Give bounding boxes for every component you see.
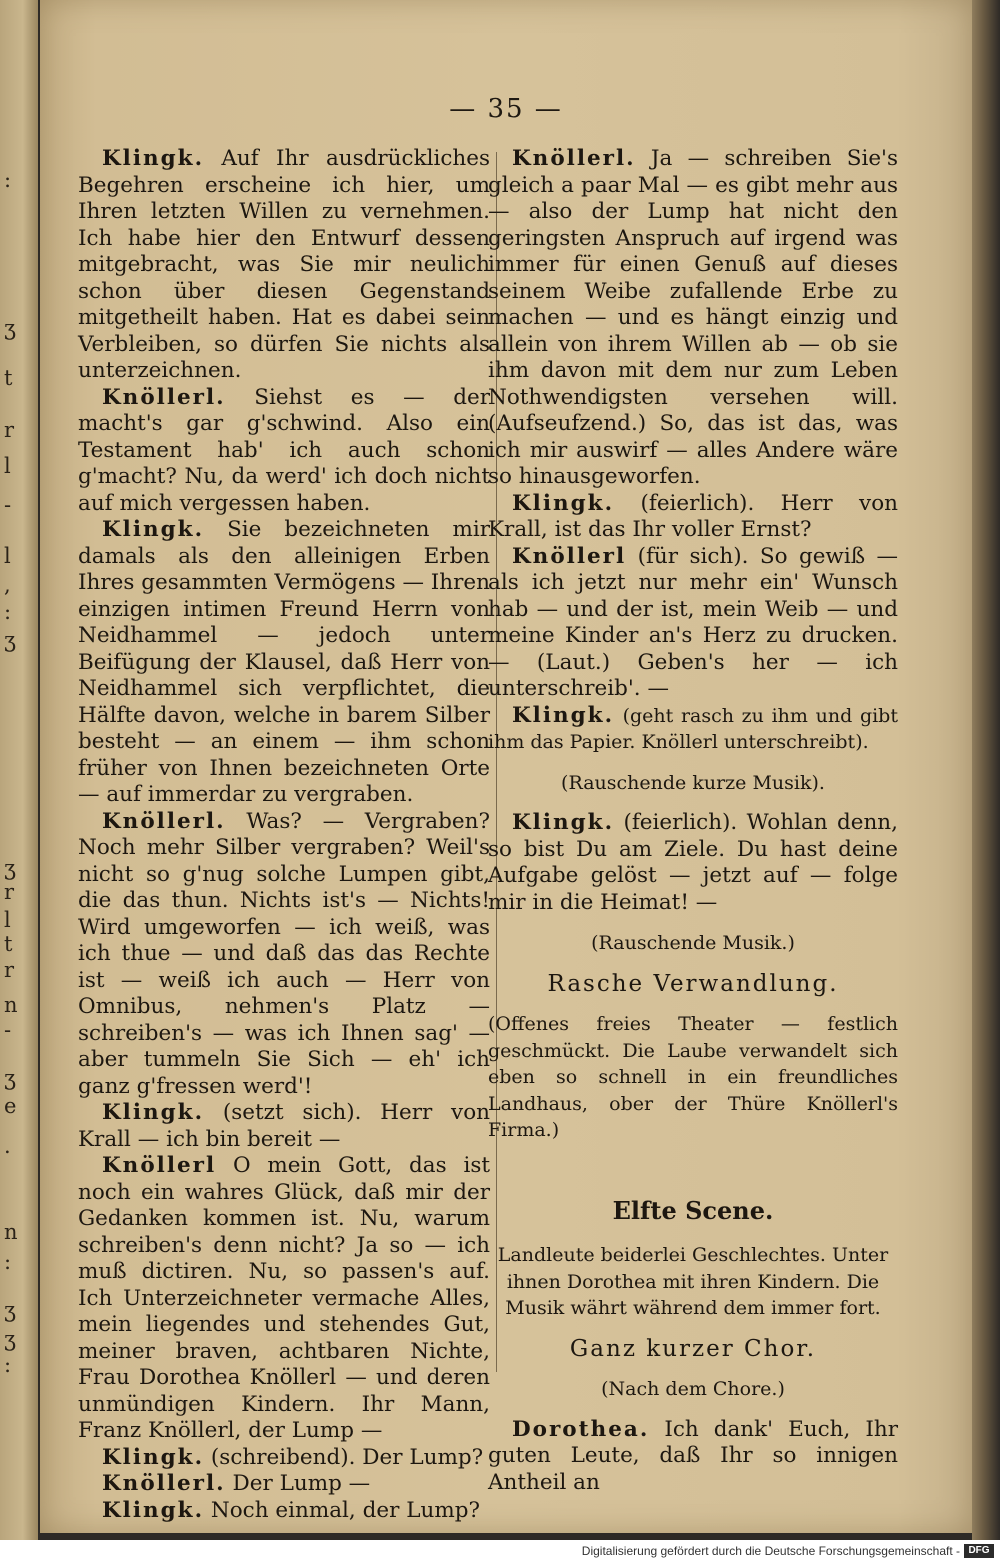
previous-page-fragment: r <box>4 880 15 904</box>
speaker-name: Klingk. <box>102 146 205 171</box>
previous-page-fragment: e <box>4 1094 17 1118</box>
previous-page-fragment: ʒ <box>4 1327 16 1351</box>
dialogue-paragraph <box>78 1100 490 1153</box>
previous-page-fragment: : <box>4 600 12 624</box>
previous-page-fragment: l <box>4 544 11 568</box>
dialogue-paragraph <box>488 491 898 544</box>
speaker-name: Knöllerl <box>102 1153 217 1178</box>
previous-page-fragment: . <box>4 1134 11 1158</box>
dialogue-paragraph <box>488 544 898 703</box>
dialogue-paragraph <box>78 809 490 1101</box>
footer-bar <box>0 1540 1000 1563</box>
dialogue-text: (feierlich). Wohlan denn, so bist Du am Ziele. Du hast deine Aufgabe gelöst — jetzt auf — folge mir in die Heimat! — <box>488 810 898 915</box>
dialogue-text: Ich dank' Euch, Ihr guten Leute, daß Ihr so innigen Antheil an <box>488 1416 898 1495</box>
previous-page-fragment: t <box>4 366 13 390</box>
stage-direction: (Rauschende kurze Musik). <box>561 771 825 794</box>
previous-page-fragment: : <box>4 168 12 192</box>
left-column <box>78 146 490 1524</box>
previous-page-fragment: ʒ <box>4 1066 16 1090</box>
dialogue-text: (feierlich). Herr von Krall, ist das Ihr voller Ernst? <box>488 490 898 542</box>
speaker-name: Klingk. <box>512 490 615 516</box>
scene-title: Elfte Scene. <box>612 1195 774 1225</box>
previous-page-fragment: , <box>4 573 11 597</box>
dialogue-paragraph <box>78 517 490 809</box>
speaker-name: Knöllerl. <box>102 384 226 410</box>
dialogue-text: Was? — Vergraben? Noch mehr Silber vergraben? Weil's nicht so g'nug solche Lumpen gibt, die das thun. Nichts ist's — Nichts! Wird umgeworfen — ich weiß, was ich thue — und daß das das Rechte ist — weiß ich auch — Herr von Omnibus, nehmen's Platz — schreiben's — was ich Ihnen sag' — aber tummeln Sie Sich — eh' ich ganz g'fressen werd'! <box>78 808 490 1099</box>
dialogue-text: (setzt sich). Herr von Krall — ich bin bereit — <box>78 1100 490 1152</box>
speaker-name: Klingk. <box>102 1497 205 1523</box>
dialogue-paragraph <box>78 385 490 518</box>
dialogue-paragraph <box>488 1417 898 1497</box>
dfg-logo: DFG <box>964 1544 994 1558</box>
speaker-name: Knöllerl. <box>102 1471 226 1496</box>
dialogue-text: Sie bezeichneten mir damals als den alleinigen Erben Ihres gesammten Vermögens — Ihren einzigen intimen Freund Herrn von Neidhammel — jedoch unter Beifügung der Klausel, daß Herr von Neidhammel sich verpflichtet, die Hälfte davon, welche in barem Silber besteht — an einem — ihm schon früher von Ihnen bezeichneten Orte — auf immerdar zu vergraben. <box>78 517 491 807</box>
dialogue-text: Ja — schreiben Sie's gleich a paar Mal — es gibt mehr aus — also der Lump hat nicht den geringsten Anspruch auf irgend was immer für einen Genuß auf dieses seinem Weibe zufallende Erbe zu machen — und es hängt einzig und allein von ihrem Willen ab — ob sie ihm davon mit dem nur zum Leben Nothwendigsten versehen will. (Aufseufzend.) So, das ist das, was ich mir auswirf — alles Andere wäre so hinausgeworfen. <box>488 146 898 489</box>
dialogue-paragraph <box>78 1445 490 1472</box>
previous-page-fragment: n <box>4 993 18 1017</box>
speaker-name: Klingk. <box>512 810 615 835</box>
previous-page-fragment: ʒ <box>4 628 16 652</box>
right-column <box>488 146 898 1496</box>
speaker-name: Dorothea. <box>512 1416 650 1442</box>
page-number: — 35 — <box>449 94 563 124</box>
funding-note: Digitalisierung gefördert durch die Deutsche Forschungsgemeinschaft - <box>581 1544 960 1558</box>
dialogue-text: Auf Ihr ausdrückliches Begehren erscheine ich hier, um Ihren letzten Willen zu vernehmen. Ich habe hier den Entwurf dessen mitgebracht, was Sie mir neulich schon über diesen Gegenstand mitgetheilt haben. Hat es dabei sein Verbleiben, so dürfen Sie nichts als unterzeichnen. <box>78 146 490 383</box>
stage-direction: Landleute beiderlei Geschlechtes. Unter ihnen Dorothea mit ihren Kindern. Die Musik währt während dem immer fort. <box>497 1244 889 1319</box>
previous-page-fragment: ʒ <box>4 856 16 880</box>
stage-direction: (Offenes freies Theater — festlich geschmückt. Die Laube verwandelt sich eben so schnell in ein freundliches Landhaus, ober der Thüre Knöllerl's Firma.) <box>488 1013 898 1141</box>
stage-direction: (Nach dem Chore.) <box>601 1378 785 1400</box>
previous-page-fragment: : <box>4 1250 12 1274</box>
speaker-name: Knöllerl <box>512 543 627 569</box>
dialogue-paragraph <box>488 703 898 756</box>
previous-page-fragment: l <box>4 454 11 478</box>
dialogue-text: Siehst es — der macht's gar g'schwind. Also ein Testament hab' ich auch schon g'macht? Nu, da werd' ich doch nicht auf mich vergessen haben. <box>78 384 490 516</box>
dialogue-text: (schreibend). Der Lump? <box>210 1444 484 1470</box>
dialogue-text: (für sich). So gewiß — als ich jetzt nur mehr ein' Wunsch hab — und der ist, mein Weib — und meine Kinder an's Herz zu drucken. — (Laut.) Geben's her — ich unterschreib'. — <box>488 543 898 701</box>
dialogue-text: O mein Gott, das ist noch ein wahres Glück, daß mir der Gedanken kommen ist. Nu, warum schreiben's denn nicht? Ja so — ich muß dictiren. Nu, so passen's auf. Ich Unterzeichneter vermache Alles, mein liegendes und stehendes Gut, meiner braven, achtbaren Nichte, Frau Dorothea Knöllerl — und deren unmündigen Kindern. Ihr Mann, Franz Knöllerl, der Lump — <box>78 1153 490 1443</box>
previous-page-fragment: - <box>4 493 12 517</box>
dialogue-paragraph <box>78 1471 490 1498</box>
dialogue-text: (geht rasch zu ihm und gibt ihm das Papier. Knöllerl unterschreibt). <box>488 704 898 753</box>
previous-page-fragment: r <box>4 958 15 982</box>
previous-page-fragment: t <box>4 932 13 956</box>
page-right-edge <box>972 0 1000 1540</box>
dialogue-paragraph <box>78 1498 490 1525</box>
dialogue-paragraph <box>78 146 490 385</box>
speaker-name: Klingk. <box>102 1444 205 1470</box>
stage-direction: (Rauschende Musik.) <box>591 932 795 954</box>
previous-page-fragment: ʒ <box>4 1298 16 1322</box>
dialogue-paragraph <box>78 1153 490 1445</box>
dialogue-text: Der Lump — <box>232 1471 371 1496</box>
speaker-name: Knöllerl. <box>102 808 226 834</box>
speaker-name: Klingk. <box>102 517 205 542</box>
section-heading: Rasche Verwandlung. <box>547 970 839 997</box>
previous-page-fragment: r <box>4 418 15 442</box>
speaker-name: Klingk. <box>512 702 615 728</box>
dialogue-text: Noch einmal, der Lump? <box>210 1497 480 1523</box>
previous-page-edge <box>0 0 38 1540</box>
dialogue-paragraph <box>488 146 898 491</box>
previous-page-fragment: n <box>4 1220 18 1244</box>
book-page <box>40 0 972 1533</box>
previous-page-fragment: l <box>4 908 11 932</box>
previous-page-fragment: : <box>4 1353 12 1377</box>
previous-page-fragment: - <box>4 1018 12 1042</box>
dialogue-paragraph <box>488 810 898 916</box>
speaker-name: Knöllerl. <box>512 146 636 171</box>
section-heading: Ganz kurzer Chor. <box>569 1335 817 1362</box>
speaker-name: Klingk. <box>102 1100 205 1125</box>
previous-page-fragment: ʒ <box>4 316 16 340</box>
